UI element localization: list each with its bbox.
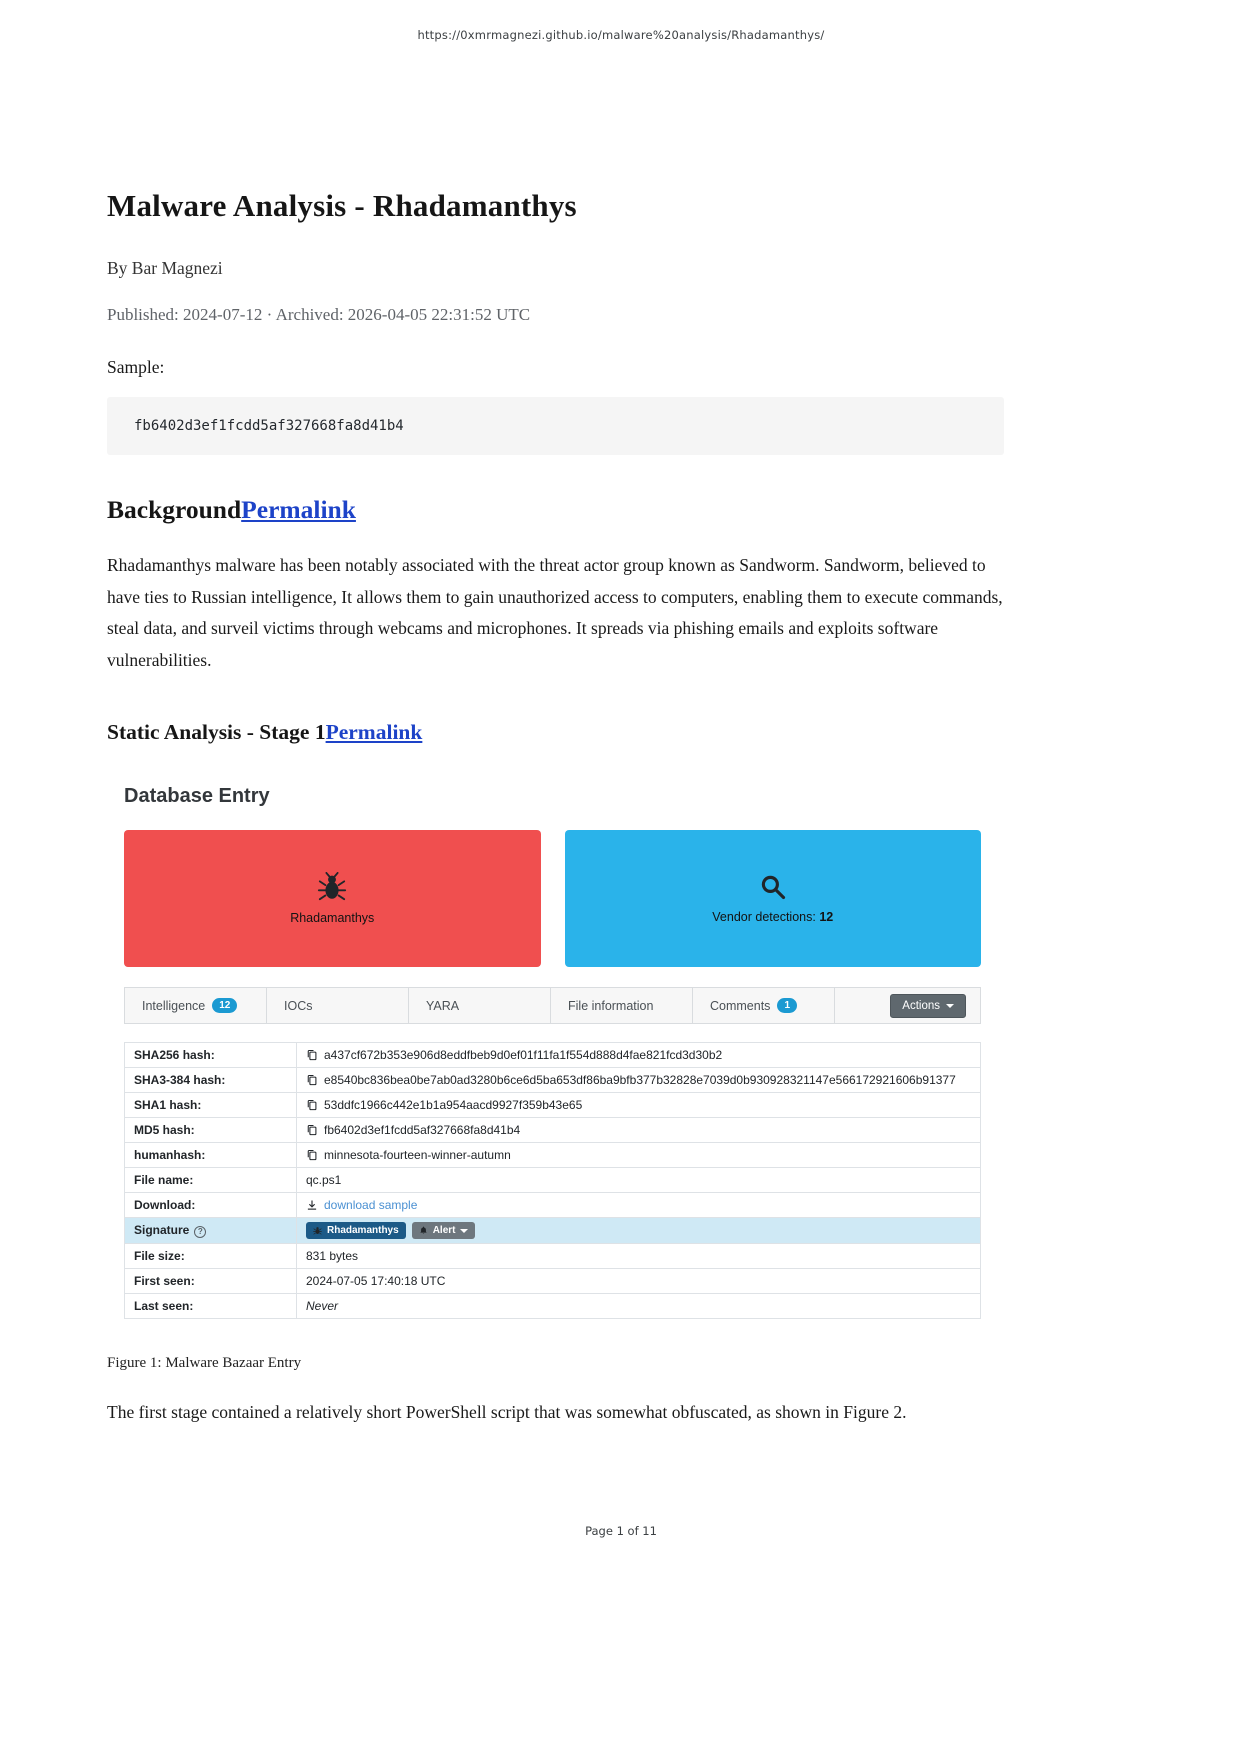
figure1-caption: Figure 1: Malware Bazaar Entry <box>107 1355 302 1371</box>
background-paragraph: Rhadamanthys malware has been notably associated with the threat actor group known as Sandworm. Sandworm, believed to have ties to Russian intelligence, It allows them to gain unauthorized access to computers, enabling them to execute commands, steal data, and surveil victims through webcams and microphones. It spreads via phishing emails and exploits software vulnerabilities. <box>107 555 1003 670</box>
static-stage1-heading-text: Static Analysis - Stage 1 <box>107 720 326 744</box>
tab-file-information[interactable] <box>551 988 693 1023</box>
file-size-value: 831 bytes <box>306 1249 359 1263</box>
row-label: First seen: <box>125 1269 297 1294</box>
row-label: SHA256 hash: <box>125 1043 297 1068</box>
copy-icon[interactable] <box>306 1099 318 1111</box>
first-seen-value: 2024-07-05 17:40:18 UTC <box>306 1274 446 1288</box>
published-meta: Published: 2024-07-12 · Archived: 2026-04-05 22:31:52 UTC <box>107 305 531 324</box>
summary-cards <box>124 830 981 967</box>
table-row-last-seen <box>125 1294 981 1319</box>
download-sample-link[interactable]: download sample <box>324 1198 418 1212</box>
caret-down-icon <box>460 1229 468 1233</box>
table-row-first-seen <box>125 1269 981 1294</box>
download-icon <box>306 1199 318 1211</box>
copy-icon[interactable] <box>306 1124 318 1136</box>
copy-icon[interactable] <box>306 1149 318 1161</box>
byline: By Bar Magnezi <box>107 258 223 278</box>
vendor-detections-text: Vendor detections: <box>712 910 816 924</box>
row-label: SHA1 hash: <box>125 1093 297 1118</box>
print-url: https://0xmrmagnezi.github.io/malware%20analysis/Rhadamanthys/ <box>417 28 825 42</box>
bug-icon <box>313 1226 322 1235</box>
page-number: Page 1 of 11 <box>585 1524 657 1538</box>
last-seen-value: Never <box>306 1299 339 1313</box>
intelligence-count-badge: 12 <box>212 998 237 1013</box>
actions-button[interactable] <box>890 994 966 1018</box>
caret-down-icon <box>946 1004 954 1008</box>
row-label: Last seen: <box>125 1294 297 1319</box>
humanhash-value: minnesota-fourteen-winner-autumn <box>324 1148 511 1162</box>
signature-badge[interactable] <box>306 1222 406 1239</box>
vendor-detections-count: 12 <box>819 910 834 924</box>
row-label: File name: <box>125 1168 297 1193</box>
malware-family-label: Rhadamanthys <box>290 911 375 925</box>
background-heading <box>107 495 1004 525</box>
sha256-hash-value: a437cf672b353e906d8eddfbeb9d0ef01f11fa1f554d888d4fae821fcd3d30b2 <box>324 1048 723 1062</box>
table-row-file-size <box>125 1244 981 1269</box>
sha3-384-hash-value: e8540bc836bea0be7ab0ad3280b6ce6d5ba653df86ba9bfb377b32828e7039d0b930928321147e566172921606b91377 <box>324 1073 956 1087</box>
tab-comments[interactable] <box>693 988 835 1023</box>
actions-button-label: Actions <box>902 999 940 1012</box>
row-label: Signature <box>134 1223 190 1237</box>
bell-icon <box>419 1226 428 1235</box>
static-stage1-permalink-link[interactable]: Permalink <box>325 720 423 744</box>
signature-badge-label: Rhadamanthys <box>327 1225 399 1236</box>
vendor-detections-label <box>712 910 833 924</box>
table-row-file-name <box>125 1168 981 1193</box>
alert-dropdown-badge[interactable] <box>412 1222 476 1239</box>
row-label: MD5 hash: <box>125 1118 297 1143</box>
alert-badge-label: Alert <box>432 1225 456 1236</box>
copy-icon[interactable] <box>306 1049 318 1061</box>
tab-bar <box>124 987 981 1024</box>
file-details-table <box>124 1042 981 1319</box>
tab-file-information-label: File information <box>568 998 654 1013</box>
tab-comments-label: Comments <box>710 998 771 1013</box>
file-name-value: qc.ps1 <box>306 1173 342 1187</box>
comments-count-badge: 1 <box>777 998 797 1013</box>
table-row-sha3-384 <box>125 1068 981 1093</box>
article <box>107 0 1004 1429</box>
background-heading-text: Background <box>107 495 242 524</box>
tab-yara[interactable] <box>409 988 551 1023</box>
sample-label: Sample: <box>107 357 165 377</box>
static-stage1-heading <box>107 720 1004 745</box>
table-row-download <box>125 1193 981 1218</box>
info-icon[interactable] <box>194 1226 206 1238</box>
malware-family-card <box>124 830 541 967</box>
figure-malware-bazaar-screenshot <box>124 785 981 1319</box>
database-entry-heading: Database Entry <box>124 785 270 807</box>
row-label: Download: <box>125 1193 297 1218</box>
sample-hash-code-block: fb6402d3ef1fcdd5af327668fa8d41b4 <box>107 397 1004 455</box>
table-row-sha1 <box>125 1093 981 1118</box>
md5-hash-value: fb6402d3ef1fcdd5af327668fa8d41b4 <box>324 1123 521 1137</box>
table-row-md5 <box>125 1118 981 1143</box>
row-label: humanhash: <box>125 1143 297 1168</box>
search-icon <box>759 873 787 901</box>
table-row-humanhash <box>125 1143 981 1168</box>
vendor-detections-card <box>565 830 982 967</box>
tab-yara-label: YARA <box>426 998 460 1013</box>
bug-icon <box>317 872 347 902</box>
table-row-sha256 <box>125 1043 981 1068</box>
table-row-signature <box>125 1218 981 1244</box>
tab-intelligence-label: Intelligence <box>142 998 206 1013</box>
page-title: Malware Analysis - Rhadamanthys <box>107 188 577 223</box>
row-label: File size: <box>125 1244 297 1269</box>
tab-iocs[interactable] <box>267 988 409 1023</box>
copy-icon[interactable] <box>306 1074 318 1086</box>
tab-intelligence[interactable] <box>125 988 267 1023</box>
row-label: SHA3-384 hash: <box>125 1068 297 1093</box>
background-permalink-link[interactable]: Permalink <box>241 495 356 524</box>
tab-iocs-label: IOCs <box>284 998 313 1013</box>
after-figure-paragraph: The first stage contained a relatively short PowerShell script that was somewhat obfuscated, as shown in Figure 2. <box>107 1402 907 1422</box>
sha1-hash-value: 53ddfc1966c442e1b1a954aacd9927f359b43e65 <box>324 1098 583 1112</box>
